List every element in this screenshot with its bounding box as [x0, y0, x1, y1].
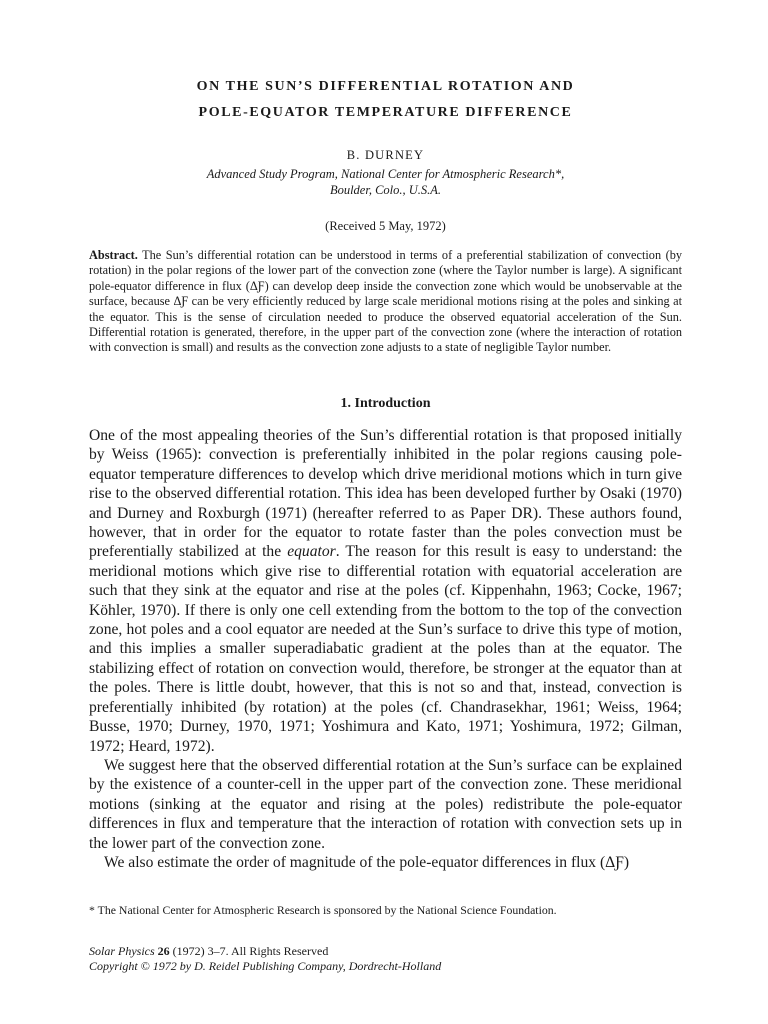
journal-pages: (1972) 3–7. All Rights Reserved: [172, 944, 329, 958]
journal-volume: 26: [157, 944, 170, 958]
paragraph-1-italic: equator: [287, 543, 336, 561]
affiliation-line-2: Boulder, Colo., U.S.A.: [329, 183, 442, 197]
paper-page: [89, 0, 682, 1024]
journal-info: [89, 944, 682, 974]
abstract-label: Abstract.: [89, 248, 138, 262]
received-date: (Received 5 May, 1972): [325, 219, 446, 233]
journal-name: Solar Physics: [89, 944, 155, 958]
paragraph-2: We suggest here that the observed differential rotation at the Sun’s surface can be explained by the existence of a counter-cell in the upper part of the convection zone. These meridional motions (sinking at the equator and rising at the poles) redistribute the pole-equator differences in flux and temperature that the interaction of rotation with convection sets up in the lower part of the convection zone.: [89, 756, 682, 852]
affiliation-line-1: Advanced Study Program, National Center for Atmospheric Research*,: [206, 167, 565, 181]
footnote: * The National Center for Atmospheric Research is sponsored by the National Science Foundation.: [89, 903, 557, 917]
paragraph-1-part-a: One of the most appealing theories of the Sun’s differential rotation is that proposed initially by Weiss (1965): convection is preferentially inhibited in the polar regions causing pole-equator temperature differences to develop which drive meridional motions which in turn give rise to the observed differential rotation. This idea has been developed further by Osaki (1970) and Durney and Roxburgh (1971) (hereafter referred to as Paper DR). These authors found, however, that in order for the equator to rotate faster than the poles convection must be preferentially stabilized at the: [89, 427, 682, 561]
paragraph-3: We also estimate the order of magnitude of the pole-equator differences in flux (ΔƑ): [104, 853, 630, 871]
paragraph-1: [89, 426, 682, 756]
paper-title-line-1: ON THE SUN’S DIFFERENTIAL ROTATION AND: [196, 79, 575, 94]
introduction-body: [89, 426, 682, 872]
abstract-text: The Sun’s differential rotation can be understood in terms of a preferential stabilization of convection (by rotation) in the polar regions of the lower part of the convection zone (where the Taylor number is large). A significant pole-equator difference in flux (ΔƑ) can develop deep inside the convection zone which would be unobservable at the surface, because ΔƑ can be very efficiently reduced by large scale meridional motions rising at the poles and sinking at the equator. This is the sense of circulation needed to produce the observed equatorial acceleration of the Sun. Differential rotation is generated, therefore, in the upper part of the convection zone (where the interaction of rotation with convection is small) and results as the convection zone adjusts to a state of negligible Taylor number.: [89, 248, 682, 355]
paper-title-line-2: POLE-EQUATOR TEMPERATURE DIFFERENCE: [198, 105, 573, 120]
section-heading-introduction: 1. Introduction: [340, 396, 431, 411]
journal-copyright: Copyright © 1972 by D. Reidel Publishing Company, Dordrecht-Holland: [89, 959, 442, 973]
abstract: [89, 248, 682, 356]
author-name: B. DURNEY: [346, 148, 425, 162]
paragraph-1-part-b: . The reason for this result is easy to understand: the meridional motions which give rise to differential rotation with equatorial acceleration are such that they sink at the equator and rise at the poles (cf. Kippenhahn, 1963; Cocke, 1967; Köhler, 1970). If there is only one cell extending from the bottom to the top of the convection zone, hot poles and a cool equator are needed at the Sun’s surface to drive this type of motion, and this implies a smaller superadiabatic gradient at the poles than at the equator. The stabilizing effect of rotation on convection would, therefore, be stronger at the equator than at the poles. There is little doubt, however, that this is not so and that, instead, convection is preferentially inhibited (by rotation) at the poles (cf. Chandrasekhar, 1961; Weiss, 1964; Busse, 1970; Durney, 1970, 1971; Yoshimura and Kato, 1971; Yoshimura, 1972; Gilman, 1972; Heard, 1972).: [89, 543, 682, 755]
journal-citation: [89, 944, 682, 959]
